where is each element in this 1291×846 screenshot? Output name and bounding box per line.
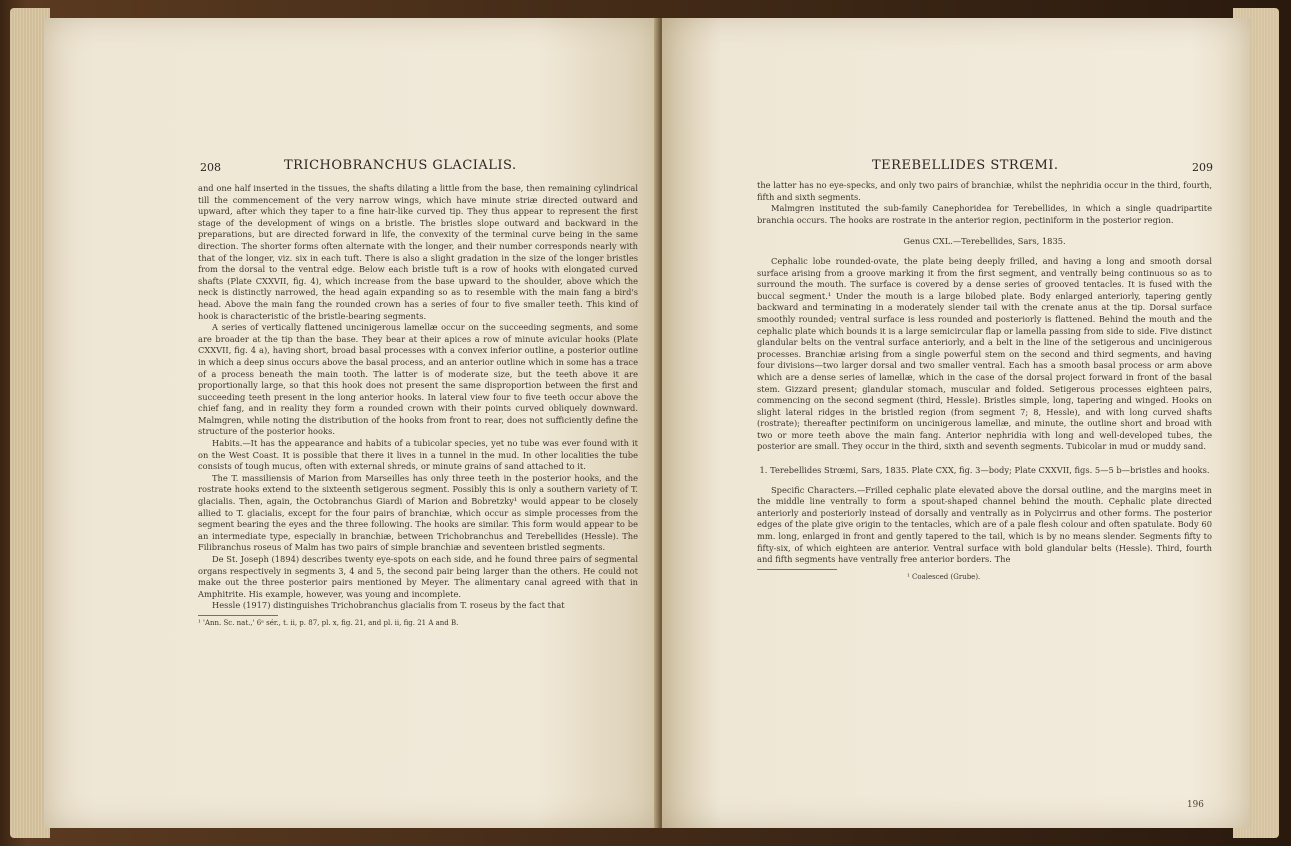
left-paragraph: A series of vertically flattened uncinigerous lamellæ occur on the succeeding segments, and some are broader at the tip than the base. They bear at their apices a row of minute avicular hooks (Plate CXXVII, fig. 4 a), having short, broad basal processes with a convex inferior outline, a posterior outline in which a deep sinus occurs above the basal process, and an anterior outline which in some has a trace of a process beneath the main tooth. The latter is of moderate size, but the teeth above it are proportionally large, so that this hook does not present the same disproportion between the first and succeeding teeth present in the long anterior hooks. In lateral view four to five teeth occur above the chief fang, and in reality they form a rounded crown with their points curved obliquely downward. Malmgren, while noting the distribution of the hooks from front to rear, does not sufficiently define the structure of the posterior hooks. [198,322,638,437]
right-paragraph: Malmgren instituted the sub-family Canephoridea for Terebellides, in which a single quadripartite branchia occurs. The hooks are rostrate in the anterior region, pectiniform in the posterior region. [757,203,1212,225]
left-page-number: 208 [200,161,221,174]
left-page [44,18,660,828]
right-page [662,18,1250,828]
genus-heading: Genus CXL.—Terebellides, Sars, 1835. [903,236,1066,247]
footnote-rule [757,569,837,570]
signature-mark: 196 [1187,800,1204,810]
right-text-column [757,180,1212,582]
left-paragraph: De St. Joseph (1894) describes twenty eye-spots on each side, and he found three pairs of segmental organs respectively in segments 3, 4 and 5, the second pair being larger than the others. He could not make out the three posterior pairs mentioned by Meyer. The alimentary canal agreed with that in Amphitrite. His example, however, was young and incomplete. [198,554,638,599]
left-paragraph: Habits.—It has the appearance and habits of a tubicolar species, yet no tube was ever found with it on the West Coast. It is possible that there it lives in a tunnel in the mud. In other localities the tube consists of tough mucus, often with external shreds, or minute grains of sand attached to it. [198,438,638,472]
species-heading: 1. Terebellides Strœmi, Sars, 1835. Plate CXX, fig. 3—body; Plate CXXVII, figs. 5—5 b—bristles and hooks. [759,465,1210,476]
right-page-number: 209 [1192,161,1213,174]
species-description: Specific Characters.—Frilled cephalic plate elevated above the dorsal outline, and the margins meet in the middle line ventrally to form a spout-shaped channel behind the mouth. Cephalic plate directed anteriorly and posteriorly instead of dorsally and ventrally as in Polycirrus and other forms. The posterior edges of the plate give origin to the tentacles, which are of a pale flesh colour and often spatulate. Body 60 mm. long, enlarged in front and gently tapered to the tail, which is by no means slender. Segments fifty to fifty-six, of which eighteen are anterior. Ventral surface with bold glandular belts (Hessle). Third, fourth and fifth segments have ventrally free anterior borders. The [757,484,1212,565]
left-text-column [198,183,638,628]
left-footnote: ¹ 'Ann. Sc. nat.,' 6ᵉ sér., t. ii, p. 87, pl. x, fig. 21, and pl. ii, fig. 21 A and B. [198,618,459,627]
footnote-rule [198,615,278,616]
left-paragraph: and one half inserted in the tissues, the shafts dilating a little from the base, then remaining cylindrical till the commencement of the very narrow wings, which have minute striæ directed outward and upward, after which they taper to a fine hair-like curved tip. They thus appear to represent the first stage of the development of wings on a bristle. The bristles slope outward and backward in the preparations, but are directed forward in life, the convexity of the terminal curve being in the same direction. The shorter forms often alternate with the longer, and their number corresponds nearly with that of the longer, viz. six in each tuft. There is also a slight gradation in the size of the longer bristles from the dorsal to the ventral edge. Below each bristle tuft is a row of hooks with elongated curved shafts (Plate CXXVII, fig. 4), which increase from the base upward to the shoulder, above which the neck is distinctly narrowed, the head again expanding so as to resemble with the main fang a bird's head. Above the main fang the rounded crown has a series of four to five smaller teeth. This kind of hook is characteristic of the bristle-bearing segments. [198,183,638,321]
left-paragraph: Hessle (1917) distinguishes Trichobranchus glacialis from T. roseus by the fact that [212,600,565,611]
right-running-head: TEREBELLIDES STRŒMI. [872,158,1059,173]
left-running-head: TRICHOBRANCHUS GLACIALIS. [284,158,517,173]
genus-description: Cephalic lobe rounded-ovate, the plate being deeply frilled, and having a long and smooth dorsal surface arising from a groove marking it from the first segment, and ventrally being continuous so as to surround the mouth. The surface is covered by a dense series of grooved tentacles. It is fused with the buccal segment.¹ Under the mouth is a large bilobed plate. Body enlarged anteriorly, tapering gently backward and terminating in a moderately slender tail with the crenate anus at the tip. Dorsal surface smoothly rounded; ventral surface is less rounded and posteriorly is flattened. Behind the mouth and the cephalic plate which bounds it is a large semicircular flap or lamella passing from side to side. Five distinct glandular belts on the ventral surface anteriorly, and a belt in the line of the setigerous and uncinigerous processes. Branchiæ arising from a single powerful stem on the second and third segments, and having four divisions—two larger dorsal and two smaller ventral. Each has a smooth basal process or arm above which are a dense series of lamellæ, which in the case of the dorsal project forward in front of the basal stem. Gizzard present; glandular stomach, muscular and folded. Setigerous processes eighteen pairs, commencing on the second segment (third, Hessle). Bristles simple, long, tapering and winged. Hooks on slight lateral ridges in the bristled region (from segment 7; 8, Hessle), and with long curved shafts (rostrate); thereafter pectiniform on uncinigerous lamellæ, and minute, the outline short and broad with two or more teeth above the main fang. Anterior nephridia with long and well-developed tubes, the posterior are small. They occur in the third, sixth and seventh segments. Tubicolar in mud or muddy sand. [757,255,1212,452]
left-paragraph: The T. massiliensis of Marion from Marseilles has only three teeth in the posterior hooks, and the rostrate hooks extend to the sixteenth setigerous segment. Possibly this is only a southern variety of T. glacialis. Then, again, the Octobranchus Giardi of Marion and Bobretzky¹ would appear to be closely allied to T. glacialis, except for the four pairs of branchiæ, which occur as simple processes from the segment bearing the eyes and the three following. The hooks are similar. This form would appear to be an intermediate type, especially in branchiæ, between Trichobranchus and Terebellides (Hessle). The Filibranchus roseus of Malm has two pairs of simple branchiæ and seventeen bristled segments. [198,472,638,553]
right-paragraph: the latter has no eye-specks, and only two pairs of branchiæ, whilst the nephridia occur in the third, fourth, fifth and sixth segments. [757,180,1212,202]
right-footnote: ¹ Coalesced (Grube). [907,572,981,581]
